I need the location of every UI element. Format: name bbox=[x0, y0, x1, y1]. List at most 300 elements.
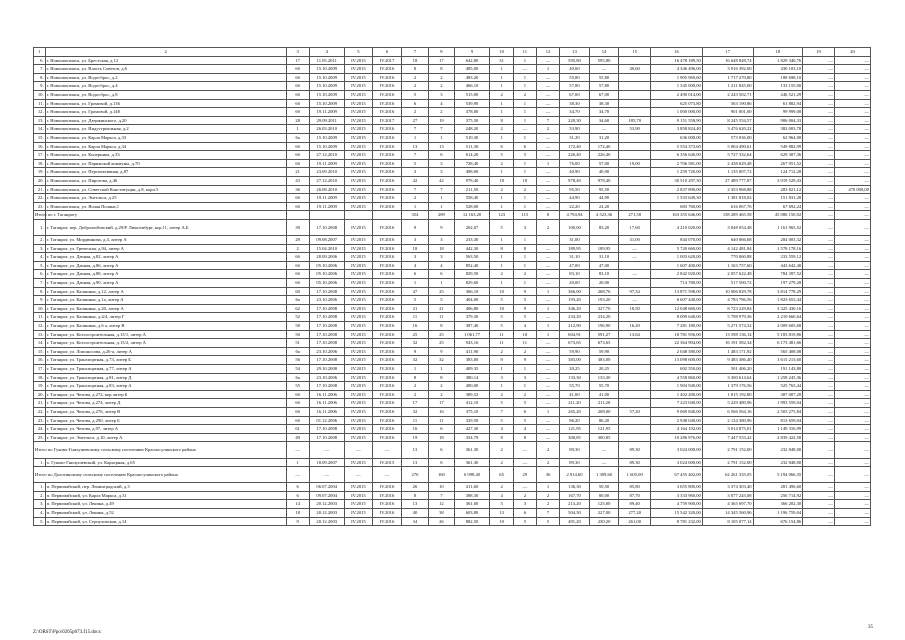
table-cell: 06.07.2004 bbox=[309, 483, 344, 492]
table-cell: — bbox=[803, 73, 835, 82]
table-cell: — bbox=[536, 185, 559, 194]
table-cell: IV.2015 bbox=[344, 339, 373, 348]
table-cell: 18 bbox=[401, 56, 428, 65]
address-cell: г. Таганрог, ул. Энгельса, д.10, литер А bbox=[45, 433, 286, 442]
table-cell: 595,80 bbox=[560, 56, 590, 65]
table-cell: 5 bbox=[513, 313, 536, 322]
table-cell: 3 bbox=[429, 90, 454, 99]
table-cell: IV.2015 bbox=[344, 500, 373, 509]
table-cell: 2 bbox=[490, 270, 513, 279]
table-cell: 18 bbox=[429, 244, 454, 253]
table-cell: 42 bbox=[429, 176, 454, 185]
table-cell: — bbox=[834, 382, 870, 391]
table-cell: — bbox=[834, 517, 870, 526]
table-cell: 528,00 bbox=[454, 202, 490, 211]
table-cell: — bbox=[834, 399, 870, 408]
table-cell: 2 bbox=[536, 125, 559, 134]
table-cell: — bbox=[834, 56, 870, 65]
table-cell: 616 067,76 bbox=[702, 202, 753, 211]
table-cell: IV.2015 bbox=[344, 425, 373, 434]
table-row bbox=[34, 458, 871, 467]
row-number-cell: 10. bbox=[34, 90, 46, 99]
table-cell bbox=[619, 142, 651, 151]
address-cell: г. Новошахтинск, ул. Советской Конституции, д.8, корп.5 bbox=[45, 185, 286, 194]
table-cell: 1 196 759,04 bbox=[753, 509, 803, 518]
table-cell: 15.04.2010 bbox=[309, 244, 344, 253]
table-cell: 1 258 245,36 bbox=[753, 373, 803, 382]
table-cell: IV.2015 bbox=[344, 483, 373, 492]
table-cell: 563 190,86 bbox=[702, 99, 753, 108]
table-cell: 1 345 000,00 bbox=[651, 82, 703, 91]
table-cell: 17 bbox=[286, 56, 309, 65]
table-cell: 213,20 bbox=[560, 500, 590, 509]
table-cell: — bbox=[834, 458, 870, 467]
table-cell: — bbox=[803, 142, 835, 151]
table-cell: 36 bbox=[286, 185, 309, 194]
table-cell: — bbox=[834, 390, 870, 399]
table-cell: 34,70 bbox=[560, 108, 590, 117]
table-cell: 58 bbox=[286, 322, 309, 331]
table-cell: 230,20 bbox=[589, 517, 619, 526]
table-cell: 1 bbox=[401, 133, 428, 142]
table-cell: 16 648 848,74 bbox=[702, 56, 753, 65]
table-cell: 3 bbox=[513, 219, 536, 235]
table-row bbox=[34, 125, 871, 134]
table-cell: IV.2015 bbox=[344, 356, 373, 365]
table-cell: 172,40 bbox=[560, 142, 590, 151]
table-row bbox=[34, 287, 871, 296]
table-cell: 8 723 229,84 bbox=[702, 304, 753, 313]
table-cell: 16,20 bbox=[619, 322, 651, 331]
table-cell: 4 bbox=[490, 425, 513, 434]
table-cell: 3 bbox=[490, 373, 513, 382]
table-cell: IV.2016 bbox=[373, 279, 402, 288]
table-cell: 8 bbox=[429, 373, 454, 382]
table-cell: 6 173 481,66 bbox=[753, 339, 803, 348]
table-cell: 89,30 bbox=[560, 442, 590, 458]
table-cell: IV.2015 bbox=[344, 279, 373, 288]
table-cell: 67,00 bbox=[560, 90, 590, 99]
table-cell: 5 271 574,32 bbox=[702, 322, 753, 331]
address-cell: г. Новошахтинск, ул. Брестская, д.12 bbox=[45, 56, 286, 65]
table-row bbox=[34, 399, 871, 408]
address-cell: г. Новошахтинск, ул. Власть Советов, д.6 bbox=[45, 65, 286, 74]
row-number-cell: 18. bbox=[34, 159, 46, 168]
table-cell: 45 086 150,02 bbox=[753, 211, 803, 220]
table-row bbox=[34, 151, 871, 160]
table-cell: 901 001,00 bbox=[702, 108, 753, 117]
table-cell: — bbox=[803, 407, 835, 416]
table-cell: 3 077 245,08 bbox=[702, 491, 753, 500]
column-number-cell: 1 bbox=[34, 48, 46, 57]
table-cell: 5 bbox=[490, 151, 513, 160]
table-cell: 1 bbox=[429, 364, 454, 373]
column-number-cell: 16 bbox=[651, 48, 703, 57]
address-cell: п. Первомайский, ул. Карла Маркса, д.31 bbox=[45, 491, 286, 500]
table-cell: 1 bbox=[513, 108, 536, 117]
table-cell: 6 998,40 bbox=[454, 467, 490, 483]
table-cell: 2 bbox=[429, 382, 454, 391]
table-cell: 354 bbox=[401, 211, 428, 220]
table-cell: 2 bbox=[536, 458, 559, 467]
table-cell: 1 402 200,00 bbox=[651, 390, 703, 399]
table-cell: IV.2015 bbox=[344, 373, 373, 382]
table-cell: 382 003,78 bbox=[753, 125, 803, 134]
table-cell: 728,40 bbox=[454, 159, 490, 168]
table-cell: 1 bbox=[513, 99, 536, 108]
table-cell: 1 bbox=[536, 407, 559, 416]
address-cell: г. Таганрог, ул. Чехова, д.276, литер В bbox=[45, 407, 286, 416]
table-cell: 829,60 bbox=[454, 279, 490, 288]
row-number-cell: 22. bbox=[34, 407, 46, 416]
table-cell: 6б bbox=[286, 142, 309, 151]
table-cell: 89,40 bbox=[619, 500, 651, 509]
table-cell bbox=[536, 236, 559, 245]
table-cell: — bbox=[803, 442, 835, 458]
table-cell: 12 163,20 bbox=[454, 211, 490, 220]
table-cell: — bbox=[803, 219, 835, 235]
table-cell: 89,30 bbox=[619, 458, 651, 467]
table-cell: 05.10.2006 bbox=[309, 261, 344, 270]
table-cell: 25 bbox=[429, 287, 454, 296]
table-cell: 16.11.2006 bbox=[309, 390, 344, 399]
table-cell: 6 bbox=[401, 99, 428, 108]
table-cell: IV.2015 bbox=[344, 133, 373, 142]
page-number: 35 bbox=[868, 625, 873, 630]
table-cell: 563,50 bbox=[454, 253, 490, 262]
address-cell: г. Таганрог, ул. Дачная, д.88, литер А bbox=[45, 270, 286, 279]
row-number-cell: 12. bbox=[34, 322, 46, 331]
table-row bbox=[34, 176, 871, 185]
table-cell: 1 bbox=[490, 236, 513, 245]
table-cell: 31 bbox=[490, 56, 513, 65]
address-cell: г. Таганрог, ул. Ломоносова, д.26-а, литер А bbox=[45, 347, 286, 356]
table-cell: 1 003 620,00 bbox=[651, 253, 703, 262]
row-number-cell: 9. bbox=[34, 82, 46, 91]
table-cell: IV.2015 bbox=[344, 142, 373, 151]
table-cell: 38 bbox=[429, 509, 454, 518]
table-cell: 515,00 bbox=[454, 90, 490, 99]
table-cell: 2 503 275,84 bbox=[753, 407, 803, 416]
table-cell: — bbox=[834, 330, 870, 339]
table-cell: 852,40 bbox=[454, 261, 490, 270]
table-cell: 13 bbox=[490, 509, 513, 518]
row-number-cell: 7. bbox=[34, 279, 46, 288]
table-cell: 4 bbox=[513, 322, 536, 331]
table-cell: IV.2015 bbox=[344, 491, 373, 500]
table-cell bbox=[619, 390, 651, 399]
table-row bbox=[34, 133, 871, 142]
table-cell: 7 bbox=[401, 125, 428, 134]
table-cell: 6 356 640,00 bbox=[651, 151, 703, 160]
table-cell: 6 bbox=[286, 483, 309, 492]
table-cell: 1 bbox=[490, 99, 513, 108]
table-cell: IV.2015 bbox=[344, 458, 373, 467]
table-cell: — bbox=[803, 425, 835, 434]
table-cell: 234,20 bbox=[589, 313, 619, 322]
table-cell: 40 bbox=[401, 509, 428, 518]
address-cell: г. Таганрог, ул. Греческая, д.94, литер А bbox=[45, 244, 286, 253]
table-cell: — bbox=[286, 442, 309, 458]
table-cell: 1 533 649,30 bbox=[651, 194, 703, 203]
column-number-cell: 14 bbox=[589, 48, 619, 57]
table-cell: — bbox=[619, 244, 651, 253]
row-number-cell: 4. bbox=[34, 253, 46, 262]
table-cell: 5 229 480,96 bbox=[702, 399, 753, 408]
row-number-cell: 19. bbox=[34, 168, 46, 177]
table-cell: 6б bbox=[286, 279, 309, 288]
address-cell: г. Таганрог, ул. Чехова, д.290, литер Б bbox=[45, 416, 286, 425]
table-cell: 11 bbox=[401, 416, 428, 425]
row-number-cell: 8. bbox=[34, 287, 46, 296]
table-cell: 189,95 bbox=[589, 244, 619, 253]
table-cell: IV.2015 bbox=[344, 517, 373, 526]
table-cell: 13 bbox=[401, 458, 428, 467]
table-row bbox=[34, 236, 871, 245]
table-cell: — bbox=[834, 253, 870, 262]
table-cell: IV.2016 bbox=[373, 194, 402, 203]
table-cell: 9 bbox=[513, 287, 536, 296]
table-cell: 1 bbox=[490, 82, 513, 91]
table-cell: 625 073,80 bbox=[651, 99, 703, 108]
table-cell: IV.2015 bbox=[344, 65, 373, 74]
table-cell: 43 bbox=[286, 176, 309, 185]
table-cell: — bbox=[803, 491, 835, 500]
table-row bbox=[34, 168, 871, 177]
table-cell: 13,64 bbox=[619, 330, 651, 339]
table-cell: 8 009 640,00 bbox=[651, 313, 703, 322]
table-cell: 19.11.2009 bbox=[309, 108, 344, 117]
table-cell: 188 698,10 bbox=[753, 73, 803, 82]
table-cell: 5 bbox=[490, 322, 513, 331]
table-cell: — bbox=[536, 364, 559, 373]
table-row bbox=[34, 90, 871, 99]
table-cell: 121,95 bbox=[589, 425, 619, 434]
table-cell: 5 bbox=[513, 517, 536, 526]
row-number-cell: 8. bbox=[34, 73, 46, 82]
table-cell: 15.10.2009 bbox=[309, 142, 344, 151]
table-cell: 7 bbox=[401, 151, 428, 160]
table-cell: — bbox=[834, 73, 870, 82]
table-cell: 1 bbox=[429, 202, 454, 211]
table-cell: 1 bbox=[490, 108, 513, 117]
table-cell bbox=[619, 399, 651, 408]
table-cell: 6а bbox=[286, 296, 309, 305]
table-cell: 220,30 bbox=[560, 116, 590, 125]
table-cell: 1 bbox=[536, 483, 559, 492]
table-cell: 5 bbox=[490, 219, 513, 235]
table-cell bbox=[619, 168, 651, 177]
row-number-cell: 14. bbox=[34, 339, 46, 348]
table-cell: IV.2016 bbox=[373, 73, 402, 82]
table-cell: IV.2016 bbox=[373, 399, 402, 408]
table-cell: 22,20 bbox=[589, 202, 619, 211]
table-cell: 6б bbox=[286, 399, 309, 408]
table-cell: 31,00 bbox=[619, 236, 651, 245]
table-cell: 1 bbox=[513, 202, 536, 211]
table-cell: 412,10 bbox=[454, 399, 490, 408]
table-cell: 20.12.2003 bbox=[309, 500, 344, 509]
table-cell: 388,30 bbox=[454, 491, 490, 500]
table-cell: 6 bbox=[401, 270, 428, 279]
table-cell: 25 bbox=[429, 330, 454, 339]
table-cell: 539,90 bbox=[454, 99, 490, 108]
table-cell: 2 bbox=[490, 90, 513, 99]
table-row bbox=[34, 108, 871, 117]
table-cell: — bbox=[834, 347, 870, 356]
address-cell: п. Первомайский, ул. Ленина, д.49 bbox=[45, 500, 286, 509]
table-cell: IV.2016 bbox=[373, 425, 402, 434]
table-cell: 1 bbox=[513, 279, 536, 288]
table-row bbox=[34, 194, 871, 203]
table-cell: — bbox=[536, 382, 559, 391]
table-cell: 233 559,12 bbox=[753, 253, 803, 262]
table-cell: 5 bbox=[490, 313, 513, 322]
address-cell: г. Таганрог, ул. Чехова, д.97, литер А bbox=[45, 425, 286, 434]
table-cell: 2 bbox=[429, 82, 454, 91]
table-cell: — bbox=[513, 458, 536, 467]
table-cell: 55,70 bbox=[589, 382, 619, 391]
table-cell: IV.2016 bbox=[373, 185, 402, 194]
table-cell: 42 bbox=[401, 176, 428, 185]
address-cell: г. Таганрог, ул. Мордвинова, д.4, литер А bbox=[45, 236, 286, 245]
table-cell: — bbox=[834, 442, 870, 458]
table-cell: 41,00 bbox=[560, 390, 590, 399]
table-cell: 510,30 bbox=[454, 133, 490, 142]
table-cell: 1 bbox=[429, 133, 454, 142]
table-cell: 27 bbox=[401, 116, 428, 125]
table-cell bbox=[619, 382, 651, 391]
table-cell: IV.2016 bbox=[373, 270, 402, 279]
table-cell: 57,20 bbox=[619, 407, 651, 416]
table-cell: 400,00 bbox=[454, 382, 490, 391]
table-cell: — bbox=[834, 270, 870, 279]
row-number-cell: Итого по г. Таганрогу bbox=[34, 211, 46, 220]
table-cell: — bbox=[803, 99, 835, 108]
table-cell bbox=[344, 211, 373, 220]
table-cell: 525 763,44 bbox=[753, 382, 803, 391]
table-row bbox=[34, 159, 871, 168]
table-cell: 629 307,36 bbox=[753, 151, 803, 160]
table-cell: 6а bbox=[286, 373, 309, 382]
table-cell: — bbox=[803, 279, 835, 288]
table-cell: 9 bbox=[429, 219, 454, 235]
housing-register-table bbox=[33, 47, 871, 526]
table-cell: — bbox=[513, 442, 536, 458]
table-cell: 383,00 bbox=[454, 356, 490, 365]
table-cell: 770 060,88 bbox=[702, 253, 753, 262]
table-cell: 6б bbox=[286, 151, 309, 160]
table-cell: 232 848,00 bbox=[753, 458, 803, 467]
table-cell: 3 814 778,29 bbox=[753, 287, 803, 296]
table-cell: 7 447 553,42 bbox=[702, 433, 753, 442]
table-cell bbox=[619, 90, 651, 99]
table-cell: 442,30 bbox=[454, 244, 490, 253]
table-cell: 2 bbox=[490, 442, 513, 458]
row-number-cell: 21. bbox=[34, 185, 46, 194]
table-cell: 411,90 bbox=[454, 347, 490, 356]
row-number-cell: 14. bbox=[34, 125, 46, 134]
table-cell bbox=[619, 279, 651, 288]
table-cell: 354,79 bbox=[454, 433, 490, 442]
table-cell: 3 bbox=[401, 168, 428, 177]
table-cell: 8 bbox=[490, 116, 513, 125]
table-cell: 406,80 bbox=[454, 304, 490, 313]
table-cell: IV.2015 bbox=[344, 116, 373, 125]
table-cell: IV.2015 bbox=[344, 433, 373, 442]
table-cell: 1 bbox=[401, 364, 428, 373]
table-cell: 05.10.2006 bbox=[309, 270, 344, 279]
table-cell: 2 490 014,00 bbox=[651, 90, 703, 99]
table-cell bbox=[619, 313, 651, 322]
table-cell bbox=[619, 82, 651, 91]
table-cell: 38,30 bbox=[589, 99, 619, 108]
row-number-cell: 6. bbox=[34, 56, 46, 65]
table-cell: 8 bbox=[490, 433, 513, 442]
table-cell: 6б bbox=[286, 390, 309, 399]
table-cell: 5 194 066,35 bbox=[753, 467, 803, 483]
table-cell: 125,00 bbox=[589, 500, 619, 509]
table-cell: 1 bbox=[490, 202, 513, 211]
table-cell: IV.2015 bbox=[344, 244, 373, 253]
table-cell: — bbox=[309, 442, 344, 458]
table-cell: 7 223 040,00 bbox=[651, 399, 703, 408]
table-cell: 6б bbox=[286, 194, 309, 203]
table-cell: — bbox=[834, 244, 870, 253]
table-cell: — bbox=[834, 168, 870, 177]
column-number-cell: 17 bbox=[702, 48, 753, 57]
table-cell: 211,20 bbox=[560, 399, 590, 408]
row-number-cell: 1. bbox=[34, 458, 46, 467]
table-row bbox=[34, 517, 871, 526]
table-cell: — bbox=[536, 73, 559, 82]
table-cell: — bbox=[373, 442, 402, 458]
table-cell: 32 bbox=[429, 356, 454, 365]
table-cell: 47,00 bbox=[589, 261, 619, 270]
table-cell: 1 bbox=[536, 322, 559, 331]
table-cell: — bbox=[344, 467, 373, 483]
table-cell: — bbox=[536, 176, 559, 185]
table-cell: IV.2015 bbox=[344, 99, 373, 108]
table-cell: 1 bbox=[513, 159, 536, 168]
table-cell: — bbox=[834, 416, 870, 425]
table-cell: 185,70 bbox=[619, 116, 651, 125]
table-cell: 6б bbox=[286, 416, 309, 425]
table-cell: — bbox=[834, 261, 870, 270]
table-cell: 4 783 786,56 bbox=[702, 296, 753, 305]
table-cell: 163 355 646,00 bbox=[651, 211, 703, 220]
table-cell: 17.10.2008 bbox=[309, 322, 344, 331]
table-cell: — bbox=[619, 253, 651, 262]
table-cell: 1 905 969,60 bbox=[651, 73, 703, 82]
table-cell: 603,80 bbox=[454, 509, 490, 518]
table-cell: 53,90 bbox=[560, 125, 590, 134]
table-cell: 595,80 bbox=[589, 56, 619, 65]
table-cell: 4 759 900,00 bbox=[651, 500, 703, 509]
row-number-cell: 4. bbox=[34, 509, 46, 518]
table-cell: 25 bbox=[401, 330, 428, 339]
table-cell: 378,00 bbox=[454, 108, 490, 117]
table-cell: 978,40 bbox=[589, 176, 619, 185]
table-cell: — bbox=[536, 142, 559, 151]
table-cell: — bbox=[373, 467, 402, 483]
table-cell: 7 281 180,00 bbox=[651, 322, 703, 331]
table-cell: 10 bbox=[429, 483, 454, 492]
file-path-footer: Z:\ORST\Ppo\0205p073.f15.docx bbox=[33, 630, 102, 635]
table-cell: 226,40 bbox=[560, 151, 590, 160]
table-cell: 906 004,33 bbox=[753, 116, 803, 125]
table-cell: 29 bbox=[513, 467, 536, 483]
